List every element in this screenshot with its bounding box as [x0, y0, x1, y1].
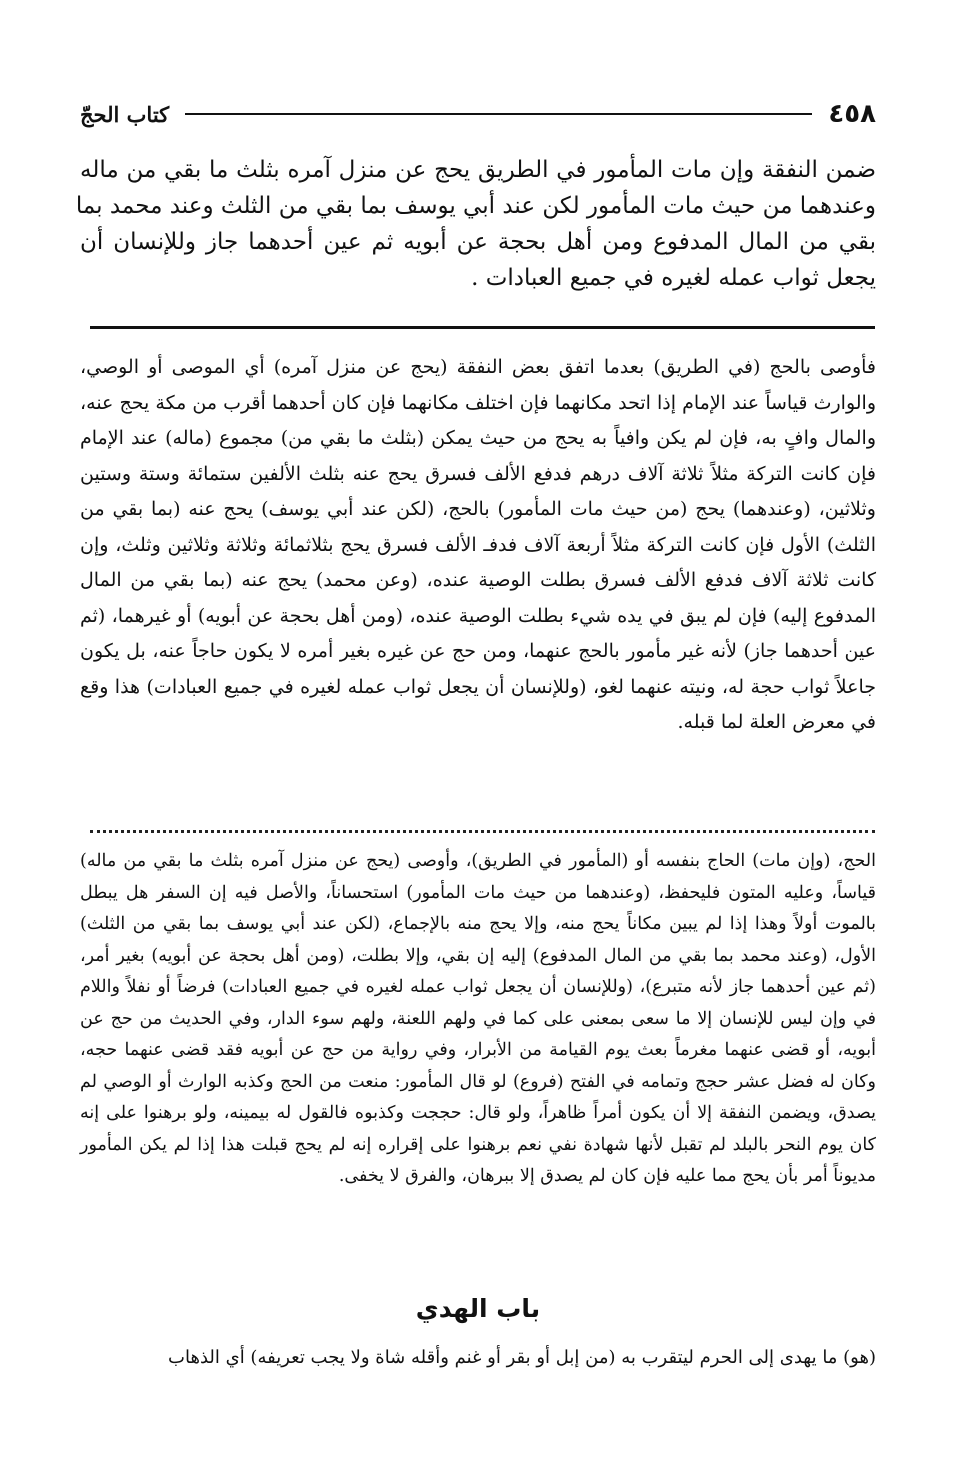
sharh-paragraph: فأوصى بالحج (في الطريق) بعدما اتفق بعض النفقة (يحج عن منزل آمره) أي الموصى أو الوصي، والوارث قياساً عند الإمام إذا اتحد مكانهما فإن اختلف مكانهما فإن كان أحدهما أقرب من مكة يحج عنه، والمال وافٍ به، فإن لم يكن وافياً به يحج من حيث يمكن (بثلث ما بقي من) مجموع (ماله) عند الإمام فإن كانت التركة مثلاً ثلاثة آلاف درهم فدفع الألف فسرق يحج عنه بثلث الألفين ستمائة وستة وستين وثلاثين، (وعندهما) يحج (من حيث مات المأمور) بالحج، (لكن عند أبي يوسف) يحج عنه (بما بقي من الثلث) الأول فإن كانت التركة مثلاً أربعة آلاف فدفـ الألف فسرق يحج بثلاثمائة وثلاثة وثلاثين وثلث، وإن كانت ثلاثة آلاف فدفع الألف فسرق بطلت الوصية عنده، (وعن محمد) يحج عنه (بما بقي من المال المدفوع إليه) فإن لم يبق في يده شيء بطلت الوصية عنده، (ومن أهل بحجة عن أبويه) أو غيرهما، (ثم عين أحدهما جاز) لأنه غير مأمور بالحج عنهما، ومن حج عن غيره بغير أمره لا يكون حاجاً عنه، بل يكون جاعلاً ثواب حجة له، ونيته عنهما لغو، (وللإنسان أن يجعل ثواب عمله لغيره في جميع العبادات) هذا وقع في معرض العلة لما قبله. [80, 356, 877, 733]
section-heading: باب الهدي [415, 1294, 541, 1323]
sharh-commentary [80, 350, 876, 741]
matn-text [75, 152, 876, 296]
hashiya-footnote [80, 846, 876, 1193]
section-divider [90, 326, 875, 329]
chapter-opening [80, 1342, 876, 1374]
chapter-opening-line: (هو) ما يهدى إلى الحرم ليتقرب به (من إبل أو بقر أو غنم وأقله شاة ولا يجب تعريفه) أي الذهاب [168, 1347, 876, 1368]
page-header [80, 94, 876, 134]
running-title: كتاب الحجّ [80, 101, 170, 127]
matn-line: ضمن النفقة وإن مات المأمور في الطريق يحج عن منزل آمره بثلث ما بقي من ماله [80, 157, 876, 183]
page-number: ٤٥٨ [828, 99, 876, 129]
header-rule [185, 113, 812, 115]
dotted-divider [90, 830, 875, 833]
matn-line: بقي من المال المدفوع ومن أهل بحجة عن أبويه ثم عين أحدهما جاز وللإنسان أن [80, 229, 876, 255]
matn-line: وعندهما من حيث مات المأمور لكن عند أبي يوسف بما بقي من الثلث وعند محمد بما [75, 193, 876, 219]
hashiya-paragraph: الحج، (وإن مات) الحاج بنفسه أو (المأمور في الطريق)، وأوصى (يحج عن منزل آمره بثلث ما بقي من ماله) قياساً، وعليه المتون فليحفظ، (وعندهما من حيث مات المأمور) استحساناً، والأصل فيه إن السفر هل يبطل بالموت أولاً وهذا إذا لم يبين مكاناً يحج منه، وإلا يحج منه بالإجماع، (لكن عند أبي يوسف بما بقي من الثلث) الأول، (وعند محمد بما بقي من المال المدفوع) إليه إن بقي، وإلا بطلت، (ومن أهل بحجة عن أبويه) بغير أمر، (ثم عين أحدهما جاز لأنه متبرع)، (وللإنسان أن يجعل ثواب عمله لغيره في جميع العبادات) فرضاً أو نفلاً واللام في وإن ليس للإنسان إلا ما سعى بمعنى على كما في ولهم اللعنة، ولهم سوء الدار، وفي الحديث من حج عن أبويه، أو قضى عنهما مغرماً بعث يوم القيامة من الأبرار، وفي رواية من حج عن أبويه فقد قضى عنهما حجه، وكان له فضل عشر حجج وتمامه في الفتح (فروع) لو قال المأمور: منعت من الحج وكذبه الوارث أو الوصي لم يصدق، ويضمن النفقة إلا أن يكون أمراً ظاهراً، ولو قال: حججت وكذبوه فالقول له بيمينه، ولو برهنوا على إنه كان يوم النحر بالبلد لم تقبل لأنها شهادة نفي نعم برهنوا على إقراره إنه لم يحج قبلت هذا إذا لم يكن المأمور مديوناً أمر بأن يحج مما عليه فإن كان لم يصدق إلا ببرهان، والفرق لا يخفى. [80, 851, 876, 1186]
matn-line: يجعل ثواب عمله لغيره في جميع العبادات . [471, 265, 876, 291]
